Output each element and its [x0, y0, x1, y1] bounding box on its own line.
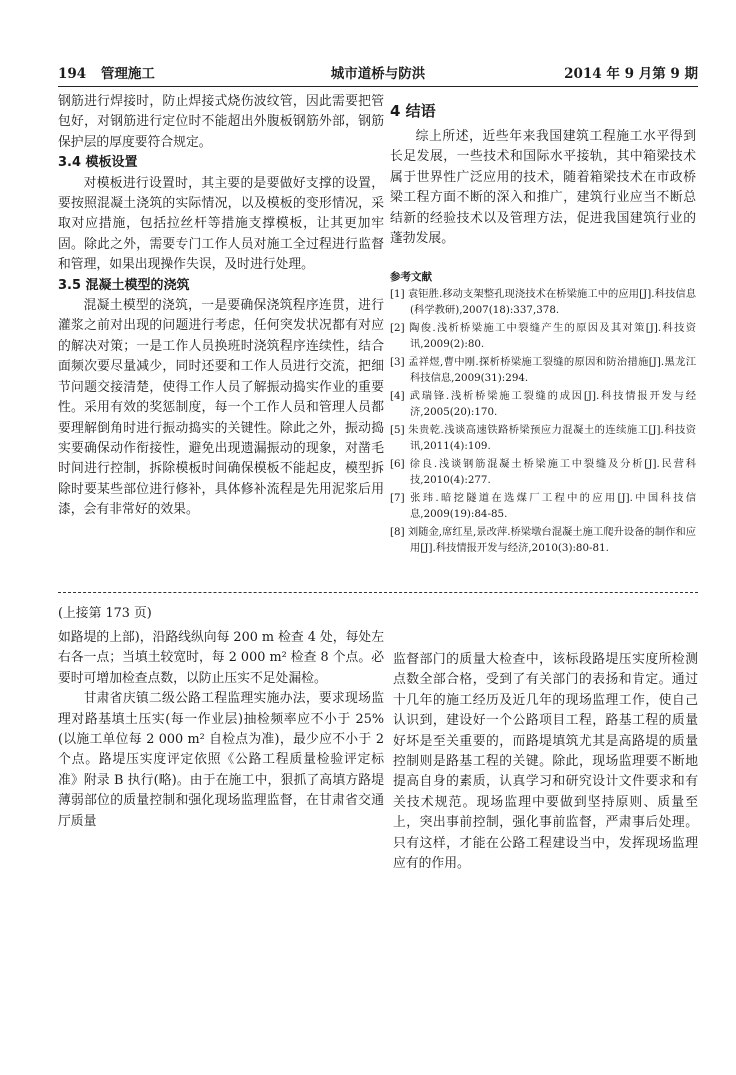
reference-item: [7] 张玮.暗挖隧道在选煤厂工程中的应用[J].中国科技信息,2009(19):84-85.: [390, 492, 696, 520]
left-column-top: [58, 92, 384, 521]
section-3-4-text: 对模板进行设置时，其主要的是要做好支撑的设置，要按照混凝土浇筑的实际情况，以及模板的变形情况，采取对应措施，包括拉丝杆等措施支撑模板，让其更加牢固。除此之外，需要专门工作人员对施工全过程进行监督和管理，如果出现操作失误，及时进行处理。: [58, 175, 384, 273]
continuation-left-p2: 甘肃省庆镇二级公路工程监理实施办法，要求现场监理对路基填土压实(每一作业层)抽检频率应不小于 25%(以施工单位每 2 000 m² 自检点为准)，最少应不小于 2 个点。路堤压实度评定依照《公路工程质量检验评定标准》附录 B 执行(略)。由于在施工中，狠抓了高填方路堤薄弱部位的质量控制和强化现场监理监督，在甘肃省交通厅质量: [58, 691, 384, 829]
reference-item: [5] 朱贵乾.浅谈高速铁路桥梁预应力混凝土的连续施工[J].科技资讯,2011(4):109.: [390, 424, 696, 452]
right-column-top: [390, 92, 696, 559]
section-3-4-title: 3.4 模板设置: [58, 155, 138, 171]
section-name: 管理施工: [100, 66, 155, 82]
continuation-label: (上接第 173 页): [58, 606, 152, 621]
reference-item: [8] 刘随金,席红星,景改萍.桥梁墩台混凝土施工爬升设备的制作和应用[J].科技情报开发与经济,2010(3):80-81.: [390, 526, 696, 554]
right-column-bottom: [393, 650, 698, 874]
intro-paragraph: 钢筋进行焊接时，防止焊接式烧伤波纹管，因此需要把管包好，对钢筋进行定位时不能超出外腹板钢筋外部，钢筋保护层的厚度要符合规定。: [58, 94, 384, 150]
reference-item: [2] 陶俊.浅析桥梁施工中裂缝产生的原因及其对策[J].科技资讯,2009(2):80.: [390, 322, 696, 350]
page-header: [58, 56, 698, 87]
conclusion-text: 综上所述，近些年来我国建筑工程施工水平得到长足发展，一些技术和国际水平接轨，其中箱梁技术属于世界性广泛应用的技术，随着箱梁技术在市政桥梁工程方面不断的深入和推广，建筑行业应当不断总结新的经验技术以及管理方法，促进我国建筑行业的蓬勃发展。: [390, 129, 696, 247]
left-column-bottom: [58, 628, 384, 832]
section-3-5-title: 3.5 混凝土模型的浇筑: [58, 277, 190, 293]
section-4-title: 4 结语: [390, 102, 436, 120]
reference-item: [3] 孟祥煜,曹中刚.探析桥梁施工裂缝的原因和防治措施[J].黑龙江科技信息,2009(31):294.: [390, 356, 696, 384]
section-divider: [58, 592, 698, 593]
continuation-left-p1: 如路堤的上部)，沿路线纵向每 200 m 检查 4 处，每处左右各一点；当填土较宽时，每 2 000 m² 检查 8 个点。必要时可增加检查点数，以防止压实不足处漏检。: [58, 630, 384, 686]
section-3-5-text: 混凝土模型的浇筑，一是要确保浇筑程序连贯，进行灌浆之前对出现的问题进行考虑，任何突发状况都有对应的解决对策；一是工作人员换班时浇筑程序连续性，结合面频次要尽量减少，同时还要和工作人员进行交流，把细节问题交接清楚，使得工作人员了解振动捣实作业的重要性。采用有效的奖惩制度，每一个工作人员和管理人员都要理解倒角时进行振动捣实的关键性。除此之外，振动捣实要确保动作衔接性，避免出现遗漏振动的现象，对凿毛时间进行控制，拆除模板时间确保模板不能起皮，模型拆除时要某些部位进行修补，具体修补流程是先用泥浆后用漆，会有非常好的效果。: [58, 298, 384, 518]
reference-item: [4] 武瑞锋.浅析桥梁施工裂缝的成因[J].科技情报开发与经济,2005(20):170.: [390, 390, 696, 418]
page-number: 194: [58, 66, 87, 82]
reference-item: [6] 徐良.浅谈钢筋混凝土桥梁施工中裂缝及分析[J].民营科技,2010(4):277.: [390, 458, 696, 486]
reference-item: [1] 袁钜胜.移动支架整孔现浇技术在桥梁施工中的应用[J].科技信息(科学教研),2007(18):337,378.: [390, 288, 696, 316]
issue-info: 2014 年 9 月第 9 期: [564, 66, 698, 82]
references-title: 参考文献: [390, 271, 432, 284]
journal-title: 城市道桥与防洪: [330, 66, 426, 82]
references-list: [390, 287, 696, 556]
continuation-right-p1: 监督部门的质量大检查中，该标段路堤压实度所检测点数全部合格，受到了有关部门的表扬和肯定。通过十几年的施工经历及近几年的现场监理工作，使自己认识到，建设好一个公路项目工程，路基工程的质量好坏是至关重要的，而路堤填筑尤其是高路堤的质量控制则是路基工程的关键。除此，现场监理要不断地提高自身的素质，认真学习和研究设计文件要求和有关技术规范。现场监理中要做到坚持原则、质量至上，突出事前控制，强化事前监督，严肃事后处理。只有这样，才能在公路工程建设当中，发挥现场监理应有的作用。: [393, 652, 698, 872]
